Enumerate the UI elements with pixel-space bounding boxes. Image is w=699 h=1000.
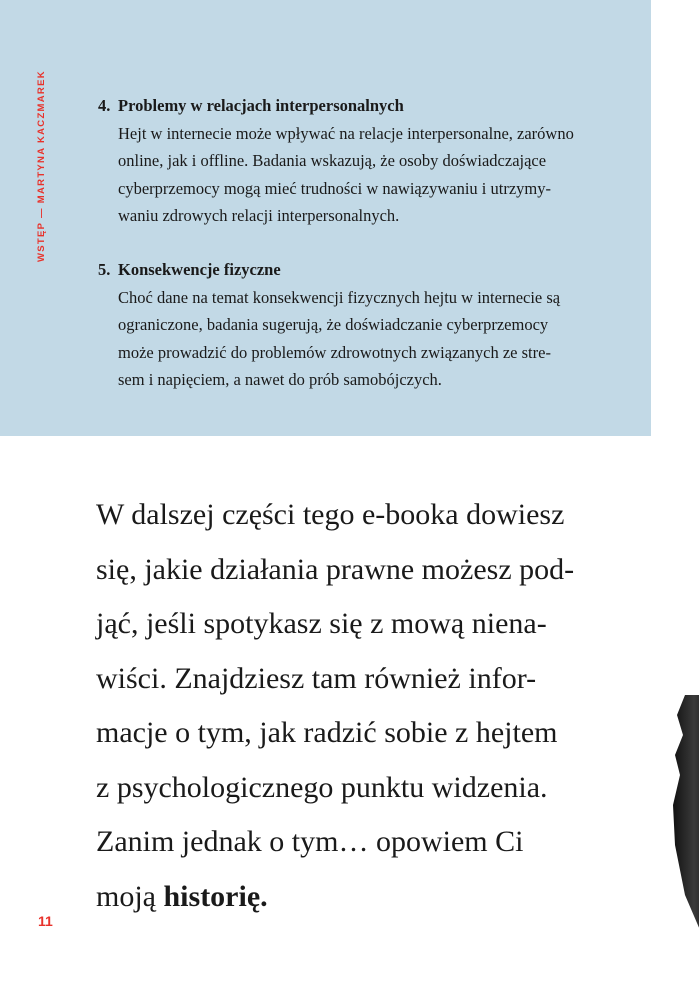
paragraph-line: W dalszej części tego e-booka dowiesz: [96, 498, 565, 531]
item-number: 5.: [98, 260, 111, 279]
list-item-4: [98, 92, 618, 230]
paragraph-line: Zanim jednak o tym… opowiem Ci: [96, 825, 524, 858]
item-text-line: ograniczone, badania sugerują, że doświadczanie cyberprzemocy: [118, 315, 549, 334]
paragraph-line: się, jakie działania prawne możesz pod-: [96, 552, 575, 586]
paragraph-line: macje o tym, jak radzić sobie z hejtem: [96, 716, 558, 749]
emphasis-word: historię.: [163, 879, 268, 913]
paragraph-line: z psychologicznego punktu widzenia.: [96, 770, 548, 804]
item-text-line: online, jak i offline. Badania wskazują, że osoby doświadczające: [118, 151, 547, 170]
running-header: WSTĘP — MARTYNA KACZMAREK: [36, 70, 47, 262]
page-number: 11: [38, 913, 53, 929]
photo-silhouette: [673, 695, 699, 935]
paragraph-line: wiści. Znajdziesz tam również infor-: [96, 661, 537, 695]
item-text-line: Choć dane na temat konsekwencji fizycznych hejtu w internecie są: [118, 287, 561, 307]
item-title: Problemy w relacjach interpersonalnych: [118, 96, 404, 115]
paragraph-line: jąć, jeśli spotykasz się z mową niena-: [96, 607, 547, 640]
item-text-line: waniu zdrowych relacji interpersonalnych.: [118, 206, 400, 225]
item-text-line: sem i napięciem, a nawet do prób samobójczych.: [118, 370, 442, 389]
item-text-line: może prowadzić do problemów zdrowotnych związanych ze stre-: [118, 342, 551, 362]
last-line-prefix: moją: [96, 879, 164, 913]
item-number: 4.: [98, 96, 111, 115]
item-text-line: cyberprzemocy mogą mieć trudności w nawiązywaniu i utrzymy-: [118, 178, 551, 198]
item-text-line: Hejt w internecie może wpływać na relacje interpersonalne, zarówno: [118, 123, 574, 143]
item-title: Konsekwencje fizyczne: [118, 260, 281, 279]
author-photo: [655, 695, 699, 935]
paragraph-last-line: [96, 870, 574, 925]
list-item-5: [98, 256, 618, 394]
main-paragraph: [96, 488, 574, 924]
